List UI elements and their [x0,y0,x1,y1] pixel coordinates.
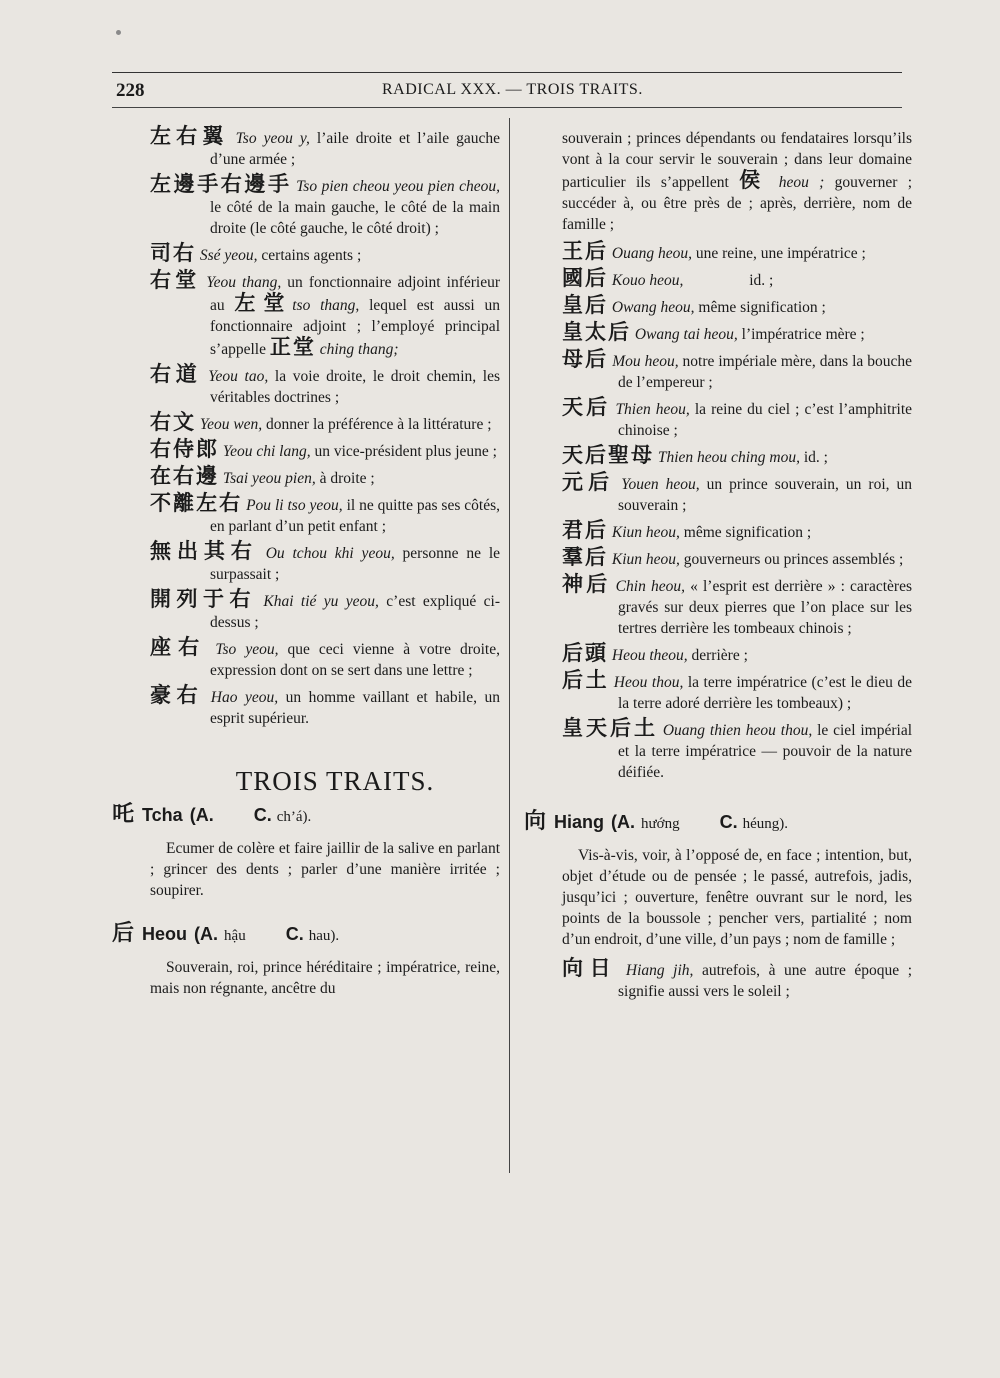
header-rule-bottom [112,107,902,108]
entry-yeou-chi-lang: 右侍郎 Yeou chi lang, un vice-président plus jeune ; [150,437,497,461]
running-title: RADICAL XXX. — TROIS TRAITS. [382,81,643,98]
header-rule-top [112,72,902,73]
specks-mark [116,30,121,35]
heou-definition-continued: souverain ; princes dépendants ou fendataires lorsqu’ils vont à la cour servir le souverain ; dans leur domaine particulier ils s’appellent 侯 heou ; gouverner ; succéder à, ou être près de ; après, derrière, nom de famille ; [562,130,913,233]
definition-tcha: Ecumer de colère et faire jaillir de la salive en parlant ; grincer des dents ; parler d’une manière irritée ; soupirer. [150,840,500,899]
entry-thien-heou: 天后 Thien heou, la reine du ciel ; c’est l’amphitrite chinoise ; [562,395,913,439]
entry-tso-yeou: 座右 Tso yeou, que ceci vienne à votre droite, expression dont on se sert dans une lettre ; [150,635,500,679]
headword-heou: 后 Heou (A. hậu C. hau). [112,921,340,946]
entry-owang-heou: 皇后 Owang heou, même signification ; [562,293,826,317]
entry-khai-tie-yu-yeou: 開列于右 Khai tié yu yeou, c’est expliqué ci-dessus ; [150,587,501,631]
definition-hiang: Vis-à-vis, voir, à l’opposé de, en face ; intention, but, objet d’étude ou de pensée ; le passé, autrefois, jadis, jusqu’ici ; ouverture, fenêtre ouvrant sur le nord, les points de la boussole ; pencher vers, partialité ; nom d’un endroit, d’une ville, d’un pays ; nom de famille ; [562,847,912,948]
page-number: 228 [116,80,145,101]
entry-hao-yeou: 豪右 Hao yeou, un homme vaillant et habile, un esprit supérieur. [150,683,500,727]
entry-kiun-heou-assembles: 羣后 Kiun heou, gouverneurs ou princes assemblés ; [562,545,904,569]
entry-ou-tchou-khi-yeou: 無出其右 Ou tchou khi yeou, personne ne le surpassait ; [150,539,500,583]
entry-owang-tai-heou: 皇太后 Owang tai heou, l’impératrice mère ; [562,320,865,344]
entry-heou-theou: 后頭 Heou theou, derrière ; [562,641,748,665]
page-header [112,72,902,108]
definition-heou: Souverain, roi, prince héréditaire ; impératrice, reine, mais non régnante, ancêtre du [150,959,500,997]
entry-kouo-heou: 國后 Kouo heou, id. ; [562,266,774,290]
column-divider [509,118,510,1173]
entry-mou-heou: 母后 Mou heou, notre impériale mère, dans la bouche de l’empereur ; [562,347,913,391]
entry-kiun-heou: 君后 Kiun heou, même signification ; [562,518,812,542]
right-column [524,128,913,1006]
headword-tcha: 吒 Tcha (A. C. ch’á). [112,802,312,827]
entry-tso-yeou-y: 左右翼 Tso yeou y, l’aile droite et l’aile gauche d’une armée ; [150,124,501,168]
entry-tsai-yeou-pien: 在右邊 Tsai yeou pien, à droite ; [150,464,375,488]
entry-chin-heou: 神后 Chin heou, « l’esprit est derrière » : caractères gravés sur deux pierres que l’on place sur les tertres derrière les tombeaux chinois ; [562,572,912,637]
entry-tso-pien-cheou: 左邊手右邊手 Tso pien cheou yeou pien cheou, le côté de la main gauche, le côté de la main droite (le côté gauche, le côté droit) ; [150,172,501,237]
entry-hiang-jih: 向日 Hiang jih, autrefois, à une autre époque ; signifie aussi vers le soleil ; [562,956,913,1000]
entry-yeou-thang: 右堂 Yeou thang, un fonctionnaire adjoint inférieur au 左堂tso thang, lequel est aussi un fonctionnaire adjoint ; l’employé principal s’appelle 正堂 ching thang; [150,268,501,359]
entry-youen-heou: 元后 Youen heou, un prince souverain, un roi, un souverain ; [562,470,912,514]
entry-thien-heou-ching-mou: 天后聖母 Thien heou ching mou, id. ; [562,443,828,467]
entry-heou-thou: 后土 Heou thou, la terre impératrice (c’est le dieu de la terre adoré derrière les tombeaux) ; [562,668,912,712]
entry-yeou-wen: 右文 Yeou wen, donner la préférence à la littérature ; [150,410,492,434]
section-title: TROIS TRAITS. [235,766,435,796]
entry-ouang-heou: 王后 Ouang heou, une reine, une impératrice ; [562,239,866,263]
entry-sse-yeou: 司右 Ssé yeou, certains agents ; [150,241,362,265]
entry-pou-li-tso-yeou: 不離左右 Pou li tso yeou, il ne quitte pas ses côtés, en parlant d’un petit enfant ; [150,491,501,535]
headword-hiang: 向 Hiang (A. hướng C. héung). [524,809,789,834]
entry-yeou-tao: 右道 Yeou tao, la voie droite, le droit chemin, les véritables doctrines ; [150,362,501,406]
entry-ouang-thien-heou-thou: 皇天后土 Ouang thien heou thou, le ciel impérial et la terre impératrice — pouvoir de la nature déifiée. [562,716,913,781]
left-column [112,124,501,1015]
